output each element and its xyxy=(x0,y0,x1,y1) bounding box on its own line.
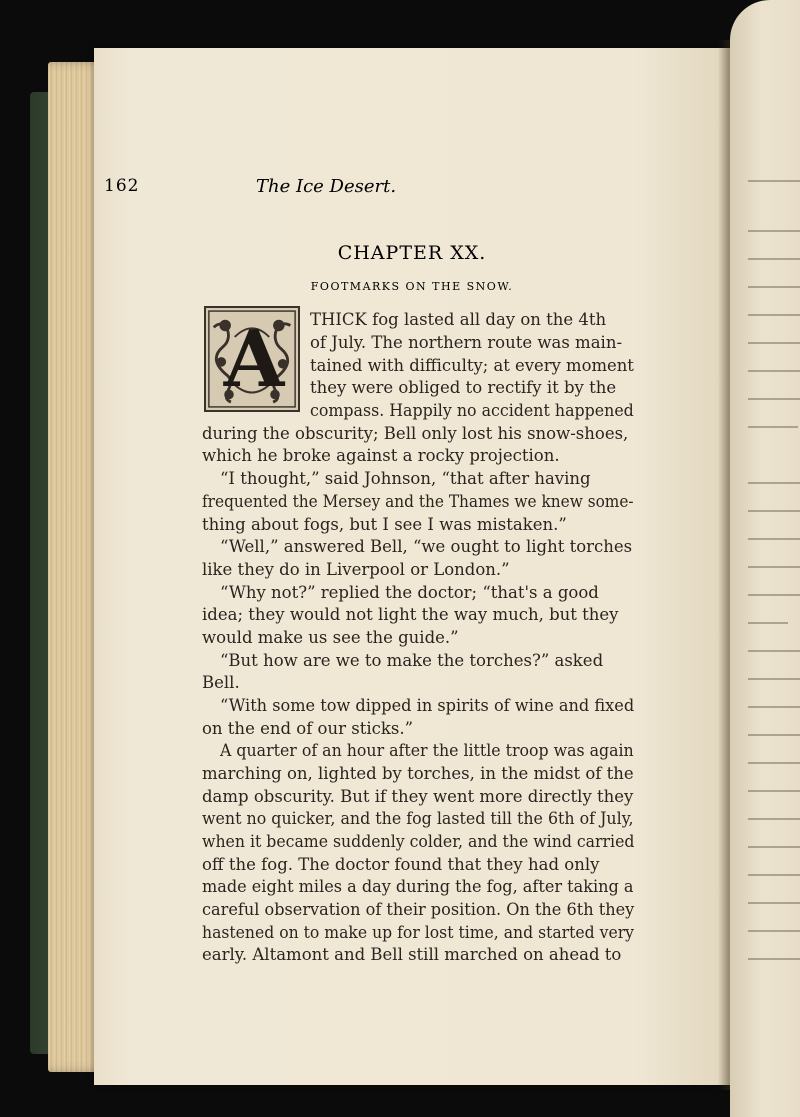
body-line: of July. The northern route was main- xyxy=(310,333,623,352)
running-title: The Ice Desert. xyxy=(256,176,397,197)
body-line: “I thought,” said Johnson, “that after having xyxy=(220,469,591,488)
body-line: made eight miles a day during the fog, after taking a xyxy=(202,877,634,896)
body-line: would make us see the guide.” xyxy=(202,628,459,647)
body-line: went no quicker, and the fog lasted till the 6th of July, xyxy=(202,809,634,828)
body-line: Bell. xyxy=(202,673,240,692)
body-line: compass. Happily no accident happened xyxy=(310,401,634,420)
body-line: on the end of our sticks.” xyxy=(202,719,414,738)
page-number: 162 xyxy=(104,176,140,196)
ornamental-dropcap xyxy=(204,306,300,412)
body-line: which he broke against a rocky projection. xyxy=(202,446,560,465)
body-line: “Why not?” replied the doctor; “that's a good xyxy=(220,583,599,602)
body-line: early. Altamont and Bell still marched on ahead to xyxy=(202,945,622,964)
body-line: “Well,” answered Bell, “we ought to light torches xyxy=(220,537,633,556)
chapter-title: CHAPTER XX. xyxy=(337,242,487,264)
body-line: frequented the Mersey and the Thames we knew some- xyxy=(202,492,634,511)
facing-page xyxy=(730,0,800,1117)
body-line: hastened on to make up for lost time, and started very xyxy=(202,923,635,942)
body-line: marching on, lighted by torches, in the midst of the xyxy=(202,764,634,783)
body-line: they were obliged to rectify it by the xyxy=(310,378,617,397)
body-line: like they do in Liverpool or London.” xyxy=(202,560,510,579)
body-line: idea; they would not light the way much, but they xyxy=(202,605,619,624)
body-line: “But how are we to make the torches?” asked xyxy=(220,651,604,670)
body-line: THICK fog lasted all day on the 4th xyxy=(310,310,607,329)
body-line: off the fog. The doctor found that they had only xyxy=(202,855,600,874)
body-line: when it became suddenly colder, and the wind carried xyxy=(202,832,635,851)
body-line: A quarter of an hour after the little troop was again xyxy=(220,741,634,760)
body-line: careful observation of their position. On the 6th they xyxy=(202,900,635,919)
body-line: thing about fogs, but I see I was mistaken.” xyxy=(202,515,567,534)
running-head xyxy=(104,176,484,200)
body-line: during the obscurity; Bell only lost his snow-shoes, xyxy=(202,424,629,443)
body-line: damp obscurity. But if they went more directly they xyxy=(202,787,634,806)
body-line: tained with difficulty; at every moment xyxy=(310,356,634,375)
body-line: “With some tow dipped in spirits of wine and fixed xyxy=(220,696,635,715)
dropcap-letter: A xyxy=(223,314,285,405)
chapter-subtitle: FOOTMARKS ON THE SNOW. xyxy=(310,280,514,293)
